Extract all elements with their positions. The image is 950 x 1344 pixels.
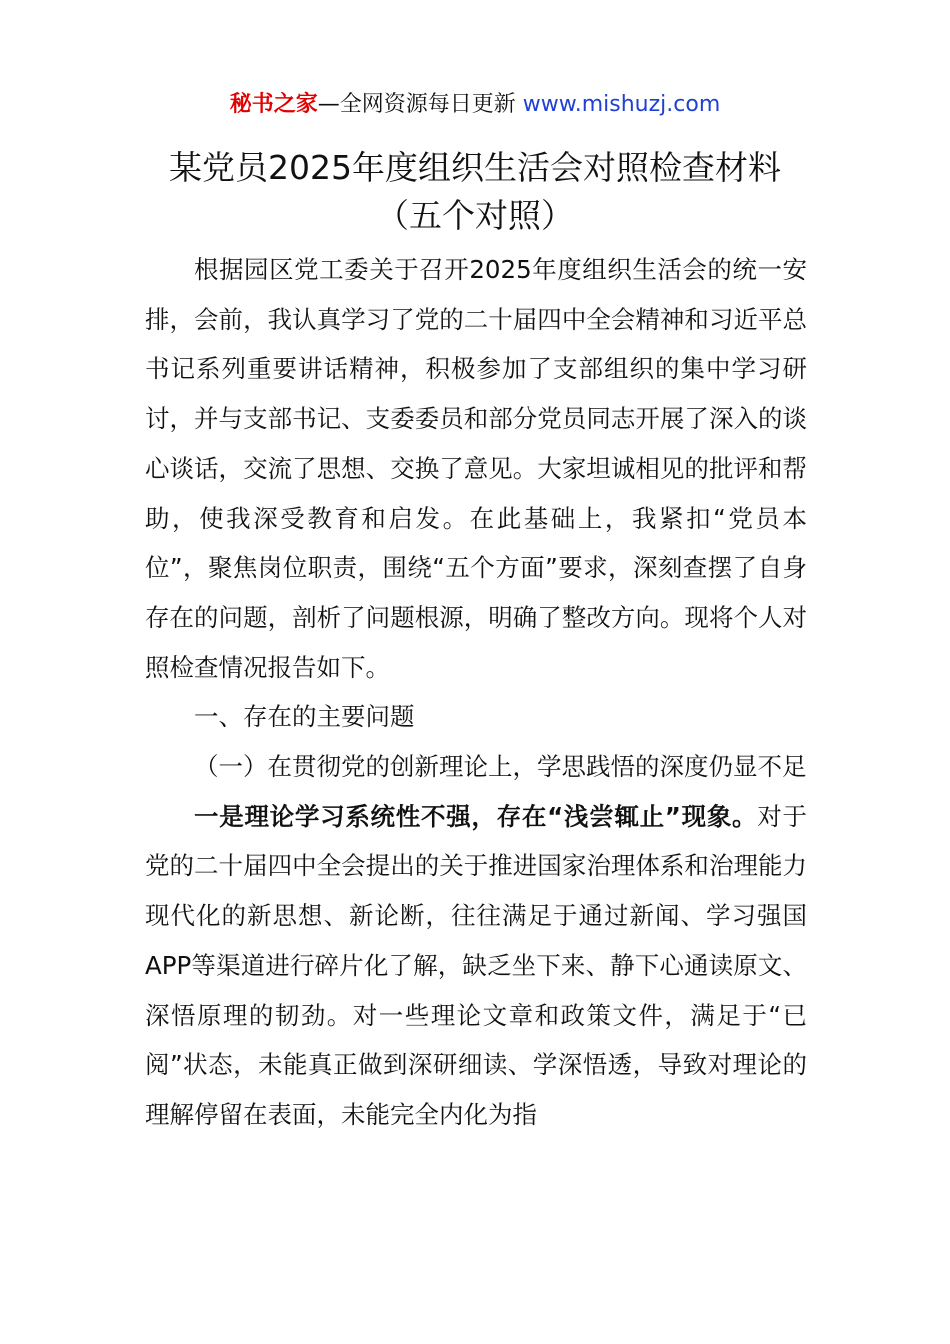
point-body: 对于党的二十届四中全会提出的关于推进国家治理体系和治理能力现代化的新思想、新论断，往往满足于通过新闻、学习强国APP等渠道进行碎片化了解，缺乏坐下来、静下心通读原文、深悟原理的韧劲。对一些理论文章和政策文件，满足于“已阅”状态，未能真正做到深研细读、学深悟透，导致对理论的理解停留在表面，未能完全内化为指 [145, 801, 808, 1129]
brand-name: 秘书之家 [229, 92, 318, 117]
document-title: 某党员2025年度组织生活会对照检查材料（五个对照） [169, 148, 781, 235]
intro-paragraph: 根据园区党工委关于召开2025年度组织生活会的统一安排，会前，我认真学习了党的二十届四中全会精神和习近平总书记系列重要讲话精神，积极参加了支部组织的集中学习研讨，并与支部书记、支委委员和部分党员同志开展了深入的谈心谈话，交流了思想、交换了意见。大家坦诚相见的批评和帮助，使我深受教育和启发。在此基础上，我紧扣“党员本位”，聚焦岗位职责，围绕“五个方面”要求，深刻查摆了自身存在的问题，剖析了问题根源，明确了整改方向。现将个人对照检查情况报告如下。 [145, 255, 807, 682]
site-header [0, 88, 950, 122]
subsection-heading: （一）在贯彻党的创新理论上，学思践悟的深度仍显不足 [194, 752, 807, 782]
document-body [145, 245, 807, 1140]
site-url-link[interactable]: www.mishuzj.com [522, 92, 721, 117]
header-tagline: —全网资源每日更新 [317, 92, 516, 117]
section-heading: 一、存在的主要问题 [194, 702, 415, 732]
point-lead: 一是理论学习系统性不强，存在“浅尝辄止”现象。 [194, 801, 758, 831]
point-paragraph [145, 792, 807, 1140]
